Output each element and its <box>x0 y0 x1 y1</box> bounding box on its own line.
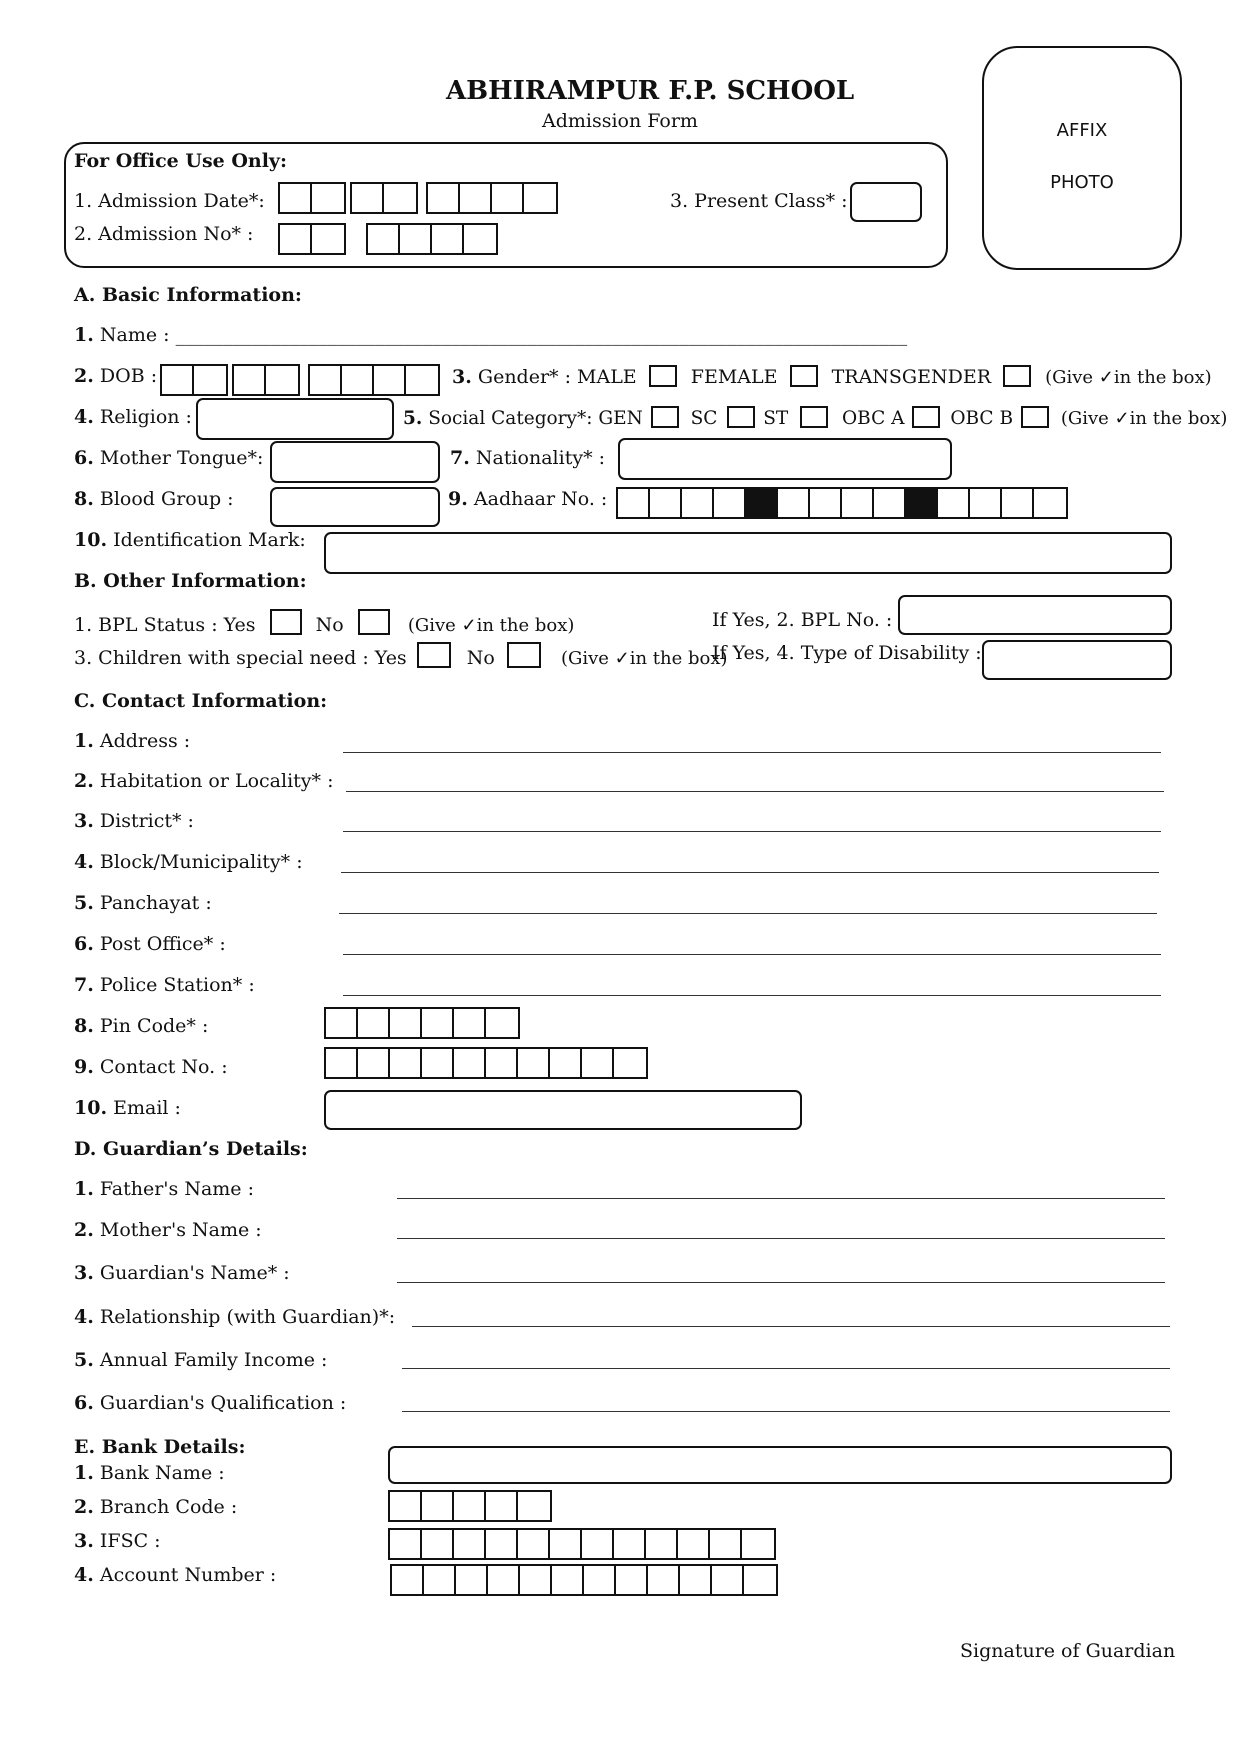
blood-group-field[interactable] <box>270 487 440 527</box>
account-row <box>74 1564 276 1586</box>
qualification-line[interactable] <box>402 1411 1170 1412</box>
bank-name-num: 1. <box>74 1462 94 1484</box>
district-num: 3. <box>74 810 94 832</box>
habitation-line[interactable] <box>346 791 1164 792</box>
income-row <box>74 1349 327 1371</box>
transgender-checkbox[interactable] <box>1003 365 1031 387</box>
male-checkbox[interactable] <box>649 365 677 387</box>
religion-row <box>74 406 192 428</box>
bpl-no-field-label: If Yes, 2. BPL No. : <box>712 609 893 631</box>
district-row <box>74 810 194 832</box>
ident-row <box>74 529 306 551</box>
office-use-title: For Office Use Only: <box>74 150 287 172</box>
present-class-field[interactable] <box>850 182 922 222</box>
dob-month-cells[interactable] <box>232 364 300 396</box>
contact-no-num: 9. <box>74 1056 94 1078</box>
qualification-row <box>74 1392 346 1414</box>
father-name-label: Father's Name : <box>99 1178 254 1200</box>
branch-code-row <box>74 1496 237 1518</box>
dob-day-cells[interactable] <box>160 364 228 396</box>
gen-checkbox[interactable] <box>651 406 679 428</box>
relationship-label: Relationship (with Guardian)*: <box>99 1306 396 1328</box>
obca-label: OBC A <box>842 408 905 429</box>
block-num: 4. <box>74 851 94 873</box>
district-label: District* : <box>99 810 194 832</box>
mother-tongue-field[interactable] <box>270 441 440 483</box>
aadhaar-label: Aadhaar No. : <box>473 488 608 510</box>
address-row <box>74 730 190 752</box>
bpl-no-label: No <box>315 614 344 636</box>
special-no-checkbox[interactable] <box>507 642 541 668</box>
category-num: 5. <box>403 408 423 429</box>
photo-label-photo: PHOTO <box>1050 172 1114 193</box>
post-office-line[interactable] <box>343 954 1161 955</box>
bpl-tick-hint: (Give ✓in the box) <box>407 615 575 636</box>
name-num: 1. <box>74 324 94 346</box>
account-label: Account Number : <box>99 1564 277 1586</box>
nationality-num: 7. <box>450 447 470 469</box>
relationship-num: 4. <box>74 1306 94 1328</box>
form-title: Admission Form <box>542 110 698 132</box>
police-station-label: Police Station* : <box>99 974 255 996</box>
blood-group-label: Blood Group : <box>99 488 234 510</box>
contact-info-title: C. Contact Information: <box>74 690 328 712</box>
address-label: Address : <box>99 730 191 752</box>
category-label: Social Category*: GEN <box>428 408 643 429</box>
category-row <box>403 406 1227 429</box>
qualification-label: Guardian's Qualification : <box>99 1392 347 1414</box>
income-num: 5. <box>74 1349 94 1371</box>
guardian-name-line[interactable] <box>397 1282 1165 1283</box>
father-name-num: 1. <box>74 1178 94 1200</box>
st-checkbox[interactable] <box>800 406 828 428</box>
address-line[interactable] <box>343 752 1161 753</box>
contact-no-cells[interactable] <box>324 1047 648 1079</box>
admission-year-cells[interactable] <box>426 182 558 214</box>
email-row <box>74 1097 181 1119</box>
category-tick-hint: (Give ✓in the box) <box>1060 408 1228 429</box>
mother-tongue-num: 6. <box>74 447 94 469</box>
account-cells[interactable] <box>390 1564 778 1596</box>
religion-field[interactable] <box>196 398 394 440</box>
female-checkbox[interactable] <box>790 365 818 387</box>
admission-date-label: 1. Admission Date*: <box>74 190 265 212</box>
police-station-line[interactable] <box>343 995 1161 996</box>
admission-day-cells[interactable] <box>278 182 346 214</box>
obcb-label: OBC B <box>950 408 1014 429</box>
present-class-label: 3. Present Class* : <box>670 190 848 212</box>
pin-code-cells[interactable] <box>324 1007 520 1039</box>
bpl-no-field[interactable] <box>898 595 1172 635</box>
post-office-row <box>74 933 226 955</box>
sc-label: SC <box>690 408 718 429</box>
bpl-yes-checkbox[interactable] <box>270 609 302 635</box>
bank-name-field[interactable] <box>388 1446 1172 1484</box>
obca-checkbox[interactable] <box>912 406 940 428</box>
other-info-title: B. Other Information: <box>74 570 307 592</box>
nationality-label: Nationality* : <box>475 447 606 469</box>
basic-info-title: A. Basic Information: <box>74 284 302 306</box>
guardian-name-row <box>74 1262 290 1284</box>
dob-row <box>74 365 157 387</box>
name-row <box>74 324 907 346</box>
address-num: 1. <box>74 730 94 752</box>
guardian-title: D. Guardian’s Details: <box>74 1138 308 1160</box>
bank-name-label: Bank Name : <box>99 1462 225 1484</box>
mother-name-line[interactable] <box>397 1238 1165 1239</box>
account-num: 4. <box>74 1564 94 1586</box>
branch-code-label: Branch Code : <box>99 1496 238 1518</box>
mother-tongue-label: Mother Tongue*: <box>99 447 264 469</box>
habitation-num: 2. <box>74 770 94 792</box>
dob-num: 2. <box>74 365 94 387</box>
aadhaar-cells[interactable] <box>616 487 1068 519</box>
mother-name-label: Mother's Name : <box>99 1219 262 1241</box>
panchayat-num: 5. <box>74 892 94 914</box>
qualification-num: 6. <box>74 1392 94 1414</box>
nationality-row <box>450 447 605 469</box>
post-office-num: 6. <box>74 933 94 955</box>
pin-code-row <box>74 1015 208 1037</box>
admission-no-cells-a[interactable] <box>278 223 346 255</box>
guardian-name-num: 3. <box>74 1262 94 1284</box>
photo-label-affix: AFFIX <box>1056 120 1108 141</box>
email-label: Email : <box>113 1097 181 1119</box>
habitation-row <box>74 770 333 792</box>
pin-code-num: 8. <box>74 1015 94 1037</box>
ifsc-row <box>74 1530 161 1552</box>
email-num: 10. <box>74 1097 108 1119</box>
branch-code-cells[interactable] <box>388 1490 552 1522</box>
ident-num: 10. <box>74 529 108 551</box>
gender-tick-hint: (Give ✓in the box) <box>1045 367 1212 388</box>
guardian-name-label: Guardian's Name* : <box>99 1262 290 1284</box>
ident-label: Identification Mark: <box>113 529 306 551</box>
dob-label: DOB : <box>99 365 158 387</box>
habitation-label: Habitation or Locality* : <box>99 770 334 792</box>
gender-label: Gender* : MALE <box>477 366 637 388</box>
block-row <box>74 851 303 873</box>
admission-month-cells[interactable] <box>350 182 418 214</box>
disability-field[interactable] <box>982 640 1172 680</box>
mother-name-num: 2. <box>74 1219 94 1241</box>
special-no-label: No <box>466 647 495 669</box>
special-yes-checkbox[interactable] <box>417 642 451 668</box>
police-station-row <box>74 974 255 996</box>
obcb-checkbox[interactable] <box>1021 406 1049 428</box>
name-line[interactable]: _____________________________________________________________________________ <box>175 324 908 346</box>
block-label: Block/Municipality* : <box>99 851 303 873</box>
ifsc-cells[interactable] <box>388 1528 776 1560</box>
photo-box <box>982 46 1182 270</box>
panchayat-row <box>74 892 212 914</box>
disability-label: If Yes, 4. Type of Disability : <box>712 642 982 664</box>
contact-no-label: Contact No. : <box>99 1056 228 1078</box>
signature-label: Signature of Guardian <box>960 1640 1176 1662</box>
income-label: Annual Family Income : <box>99 1349 328 1371</box>
email-field[interactable] <box>324 1090 802 1130</box>
ifsc-num: 3. <box>74 1530 94 1552</box>
aadhaar-row <box>448 488 607 510</box>
special-need-row <box>74 642 728 669</box>
religion-num: 4. <box>74 406 94 428</box>
pin-code-label: Pin Code* : <box>99 1015 209 1037</box>
gender-num: 3. <box>452 366 472 388</box>
religion-label: Religion : <box>99 406 192 428</box>
school-name: ABHIRAMPUR F.P. SCHOOL <box>446 76 855 106</box>
special-tick-hint: (Give ✓in the box) <box>560 648 728 669</box>
bank-name-row <box>74 1462 225 1484</box>
father-name-row <box>74 1178 254 1200</box>
name-label: Name : <box>99 324 170 346</box>
bpl-row <box>74 609 574 636</box>
admission-no-label: 2. Admission No* : <box>74 223 254 245</box>
blood-group-row <box>74 488 234 510</box>
ident-field[interactable] <box>324 532 1172 574</box>
post-office-label: Post Office* : <box>99 933 226 955</box>
mother-name-row <box>74 1219 262 1241</box>
police-station-num: 7. <box>74 974 94 996</box>
mother-tongue-row <box>74 447 263 469</box>
transgender-label: TRANSGENDER <box>831 366 992 388</box>
father-name-line[interactable] <box>397 1198 1165 1199</box>
special-need-label: 3. Children with special need : Yes <box>74 647 407 669</box>
contact-no-row <box>74 1056 228 1078</box>
panchayat-label: Panchayat : <box>99 892 212 914</box>
branch-code-num: 2. <box>74 1496 94 1518</box>
gender-row <box>452 365 1212 388</box>
district-line[interactable] <box>343 831 1161 832</box>
income-line[interactable] <box>402 1368 1170 1369</box>
nationality-field[interactable] <box>618 438 952 480</box>
panchayat-line[interactable] <box>339 913 1157 914</box>
ifsc-label: IFSC : <box>99 1530 161 1552</box>
female-label: FEMALE <box>690 366 778 388</box>
relationship-line[interactable] <box>412 1326 1170 1327</box>
relationship-row <box>74 1306 395 1328</box>
blood-group-num: 8. <box>74 488 94 510</box>
st-label: ST <box>763 408 789 429</box>
dob-year-cells[interactable] <box>308 364 440 396</box>
bank-title: E. Bank Details: <box>74 1436 246 1458</box>
bpl-label: 1. BPL Status : Yes <box>74 614 256 636</box>
aadhaar-num: 9. <box>448 488 468 510</box>
sc-checkbox[interactable] <box>727 406 755 428</box>
admission-no-cells-b[interactable] <box>366 223 498 255</box>
block-line[interactable] <box>341 872 1159 873</box>
bpl-no-checkbox[interactable] <box>358 609 390 635</box>
